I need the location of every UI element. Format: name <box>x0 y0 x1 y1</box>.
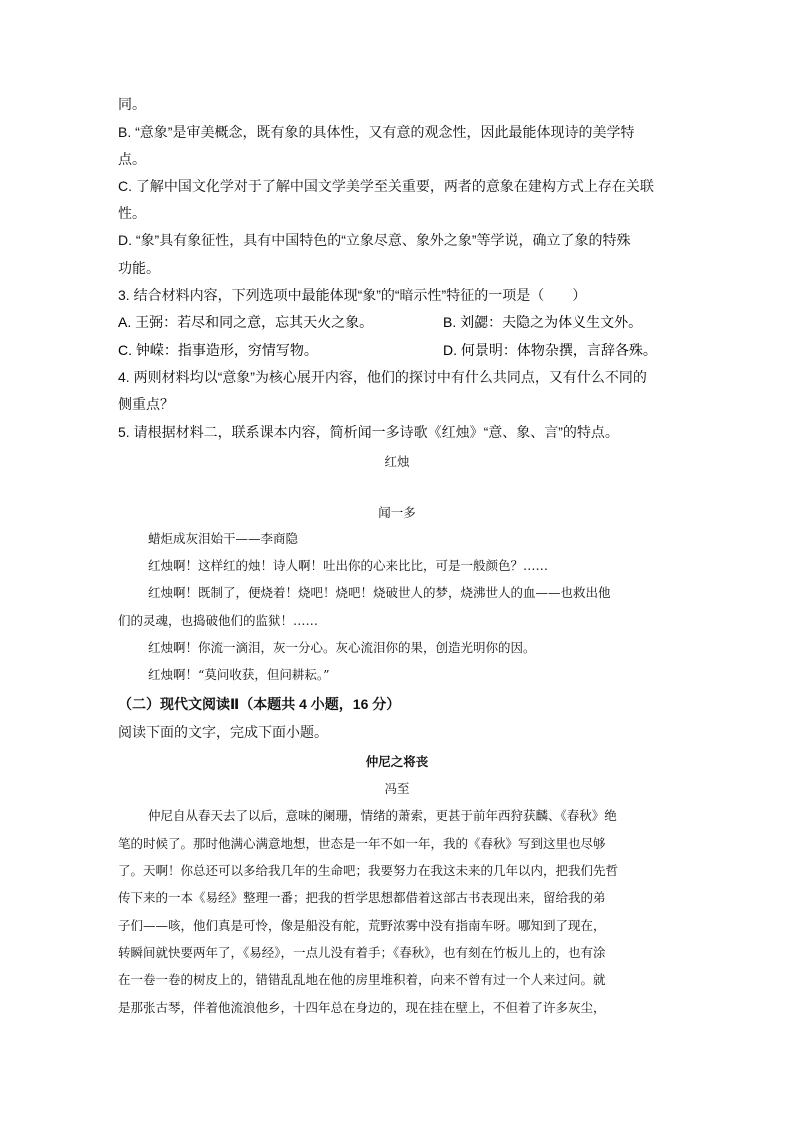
option-d-line2: 功能。 <box>118 260 160 276</box>
poem-paragraph: 红烛啊！既制了，便烧着！烧吧！烧吧！烧破世人的梦，烧沸世人的血——也救出他 <box>148 585 611 600</box>
question-5: 5. 请根据材料二，联系课本内容，简析闻一多诗歌《红烛》“意、象、言”的特点。 <box>118 424 619 440</box>
option-b-line2: 点。 <box>118 151 146 167</box>
story-line: 子们——咳，他们真是可怜，像是船没有舵，荒野浓雾中没有指南车呀。哪知到了现在， <box>118 918 606 933</box>
q3-option-a: A. 王弼：若尽和同之意，忘其天火之象。 <box>118 314 374 330</box>
poem-title: 红烛 <box>384 454 410 469</box>
story-line: 转瞬间就快要两年了，《易经》，一点儿没有着手；《春秋》，也有刻在竹板儿上的，也有涂 <box>118 945 606 960</box>
q3-option-c: C. 钟嵘：指事造形，穷情写物。 <box>118 342 318 358</box>
text-line: 同。 <box>118 96 146 112</box>
poem-paragraph: 红烛啊！“莫问收获，但问耕耘。” <box>148 667 330 682</box>
story-line: 是那张古琴，伴着他流浪他乡，十四年总在身边的，现在挂在壁上，不但着了许多灰尘， <box>118 1000 606 1015</box>
poem-paragraph: 红烛啊！你流一滴泪，灰一分心。灰心流泪你的果，创造光明你的因。 <box>148 640 536 655</box>
poem-paragraph: 红烛啊！这样红的烛！诗人啊！吐出你的心来比比，可是一般颜色？…… <box>148 558 549 573</box>
option-d-line1: D. “象”具有象征性，具有中国特色的“立象尽意、象外之象”等学说，确立了象的特殊 <box>118 232 631 248</box>
story-line: 仲尼自从春天去了以后，意味的阑珊，情绪的萧索，更甚于前年西狩获麟、《春秋》绝 <box>148 808 617 823</box>
question-4-line1: 4. 两则材料均以“意象”为核心展开内容，他们的探讨中有什么共同点，又有什么不同的 <box>118 369 647 385</box>
story-line: 笔的时候了。那时他满心满意地想，世态是一年不如一年，我的《春秋》写到这里也尽够 <box>118 836 606 851</box>
story-line: 了。天啊！你总还可以多给我几年的生命吧；我要努力在我这未来的几年以内，把我们先哲 <box>118 863 619 878</box>
story-title: 仲尼之将丧 <box>365 754 429 769</box>
q3-option-d: D. 何景明：体物杂撰，言辞各殊。 <box>443 342 657 358</box>
poem-author: 闻一多 <box>378 505 416 520</box>
story-author: 冯至 <box>384 781 410 796</box>
story-line: 传下来的一本《易经》整理一番；把我的哲学思想都借着这部古书表现出来，留给我的弟 <box>118 890 606 905</box>
option-b-line1: B. “意象”是审美概念，既有象的具体性，又有意的观念性，因此最能体现诗的美学特 <box>118 124 635 140</box>
poem-paragraph-cont: 们的灵魂，也捣破他们的监狱！…… <box>118 613 319 628</box>
section-heading: （二）现代文阅读Ⅱ（本题共 4 小题，16 分） <box>118 696 401 712</box>
option-c-line1: C. 了解中国文化学对于了解中国文学美学至关重要，两者的意象在建构方式上存在关联 <box>118 178 654 194</box>
story-line: 在一卷一卷的树皮上的，错错乱乱地在他的房里堆积着，向来不曾有过一个人来过问。就 <box>118 972 606 987</box>
option-c-line2: 性。 <box>118 205 146 221</box>
question-4-line2: 侧重点？ <box>118 396 174 412</box>
section-instruction: 阅读下面的文字，完成下面小题。 <box>118 724 328 740</box>
question-3-stem: 3. 结合材料内容，下列选项中最能体现“象”的“暗示性”特征的一项是（ ） <box>118 287 587 303</box>
poem-epigraph: 蜡炬成灰泪始干——李商隐 <box>148 531 299 546</box>
q3-option-b: B. 刘勰：夫隐之为体义生文外。 <box>443 314 643 330</box>
